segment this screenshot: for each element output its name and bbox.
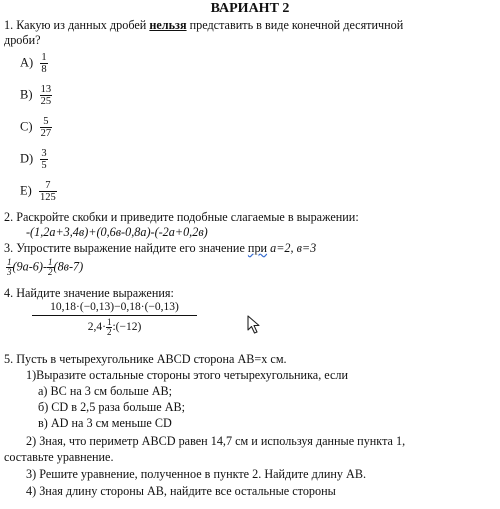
- numerator: 13: [40, 84, 52, 95]
- numerator: 3: [41, 148, 47, 159]
- question-5-condition-a: а) BC на 3 см больше AB;: [38, 384, 173, 398]
- fraction-numerator: 10,18·(−0,13)−0,18·(−0,13): [32, 301, 197, 316]
- question-4-fraction: [32, 301, 197, 337]
- option-letter: В): [20, 87, 33, 102]
- mouse-pointer-icon: [247, 315, 263, 335]
- numerator: 5: [43, 116, 49, 127]
- question-2: 2. Раскройте скобки и приведите подобные слагаемые в выражении:: [4, 210, 359, 224]
- denominator: 8: [41, 64, 47, 75]
- denominator: 2: [48, 267, 53, 277]
- option-b: [20, 84, 52, 107]
- numerator: 7: [45, 180, 51, 191]
- question-1-continuation: дроби?: [4, 33, 41, 47]
- denominator: 2: [106, 327, 112, 337]
- question-5: 5. Пусть в четырехугольнике ABCD сторона AB=x см.: [4, 352, 287, 366]
- question-5-step-2: 2) Зная, что периметр ABCD равен 14,7 см и используя данные пункта 1,: [26, 434, 406, 448]
- fraction: [40, 84, 53, 107]
- fraction-denominator: [32, 316, 197, 337]
- question-3-underlined-word: при: [247, 241, 268, 255]
- denominator: 125: [39, 192, 56, 203]
- question-3: [4, 241, 316, 255]
- fraction: [40, 116, 53, 139]
- question-5-step-1: 1)Выразите остальные стороны этого четырехугольника, если: [26, 368, 349, 382]
- denominator: 25: [40, 96, 52, 107]
- question-1: [4, 18, 403, 32]
- question-1-text-end: представить в виде конечной десятичной: [186, 18, 404, 32]
- fraction: [40, 148, 47, 171]
- denominator-part: 2,4·: [87, 321, 106, 334]
- fraction: [40, 52, 47, 75]
- question-3-text-start: 3. Упростите выражение найдите его значение: [4, 241, 248, 255]
- denominator-part: :(−12): [112, 321, 142, 334]
- option-letter: Е): [20, 183, 32, 198]
- variant-title: ВАРИАНТ 2: [210, 1, 290, 16]
- numerator: 1: [41, 52, 47, 63]
- question-2-expression: -(1,2а+3,4в)+(0,6в-0,8а)-(-2а+0,2в): [26, 225, 208, 239]
- question-1-text-start: 1. Какую из данных дробей: [4, 18, 150, 32]
- question-5-step-4: 4) Зная длину стороны AB, найдите все остальные стороны: [26, 484, 336, 498]
- question-4: 4. Найдите значение выражения:: [4, 286, 174, 300]
- numerator: 1: [7, 257, 12, 267]
- question-3-expression: [6, 258, 83, 277]
- question-1-emphasis: нельзя: [149, 18, 187, 32]
- numerator: 1: [48, 257, 53, 267]
- option-d: [20, 148, 48, 171]
- denominator: 27: [40, 128, 52, 139]
- option-letter: D): [20, 151, 34, 166]
- numerator: 1: [106, 317, 112, 327]
- expression-part: (8в-7): [53, 259, 84, 274]
- question-5-step-2-continuation: составьте уравнение.: [4, 450, 114, 464]
- question-3-values: а=2, в=3: [267, 241, 317, 255]
- option-letter: С): [20, 119, 33, 134]
- question-5-step-3: 3) Решите уравнение, полученное в пункте 2. Найдите длину AB.: [26, 467, 367, 481]
- option-c: [20, 116, 52, 139]
- fraction: [39, 180, 57, 203]
- option-e: [20, 180, 57, 203]
- denominator: 5: [41, 160, 47, 171]
- expression-part: (9а-6)-: [12, 259, 48, 274]
- question-5-condition-c: в) AD на 3 см меньше CD: [38, 416, 172, 430]
- denominator: 3: [7, 267, 12, 277]
- option-a: [20, 52, 48, 75]
- option-letter: А): [20, 55, 34, 70]
- question-5-condition-b: б) CD в 2,5 раза больше AB;: [38, 400, 186, 414]
